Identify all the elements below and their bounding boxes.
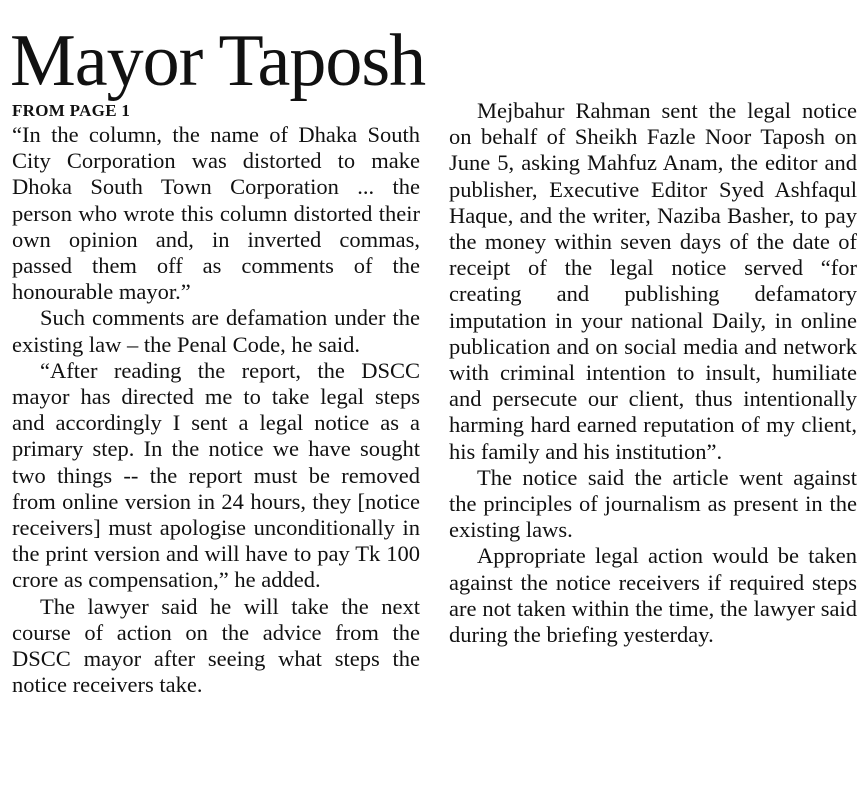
paragraph: “In the column, the name of Dhaka South City Corporation was distorted to make Dhoka South Town Corporation ... the person who wrote this column distorted their own opinion and, in inverted commas, passed them off as comments of the honourable mayor.” [12, 122, 420, 305]
continuation-label: FROM PAGE 1 [12, 101, 131, 120]
paragraph: The notice said the article went against the principles of journalism as present in the existing laws. [449, 464, 857, 543]
paragraph: The lawyer said he will take the next course of action on the advice from the DSCC mayor after seeing what steps the notice receivers take. [12, 593, 420, 698]
article-column-1 [12, 122, 420, 698]
paragraph: Appropriate legal action would be taken against the notice receivers if required steps are not taken within the time, the lawyer said during the briefing yesterday. [449, 543, 857, 648]
article-column-2 [449, 98, 857, 648]
headline: Mayor Taposh [10, 20, 426, 102]
paragraph: Such comments are defamation under the existing law – the Penal Code, he said. [12, 305, 420, 357]
paragraph: Mejbahur Rahman sent the legal notice on behalf of Sheikh Fazle Noor Taposh on June 5, asking Mahfuz Anam, the editor and publisher, Executive Editor Syed Ashfaqul Haque, and the writer, Naziba Basher, to pay the money within seven days of the date of receipt of the legal notice served “for creating and publishing defamatory imputation in your national Daily, in online publication and on social media and network with criminal intention to insult, humiliate and persecute our client, thus intentionally harming hard earned reputation of my client, his family and his institution”. [449, 98, 857, 464]
paragraph: “After reading the report, the DSCC mayor has directed me to take legal steps and accordingly I sent a legal notice as a primary step. In the notice we have sought two things -- the report must be removed from online version in 24 hours, they [notice receivers] must apologise unconditionally in the print version and will have to pay Tk 100 crore as compensation,” he added. [12, 357, 420, 593]
